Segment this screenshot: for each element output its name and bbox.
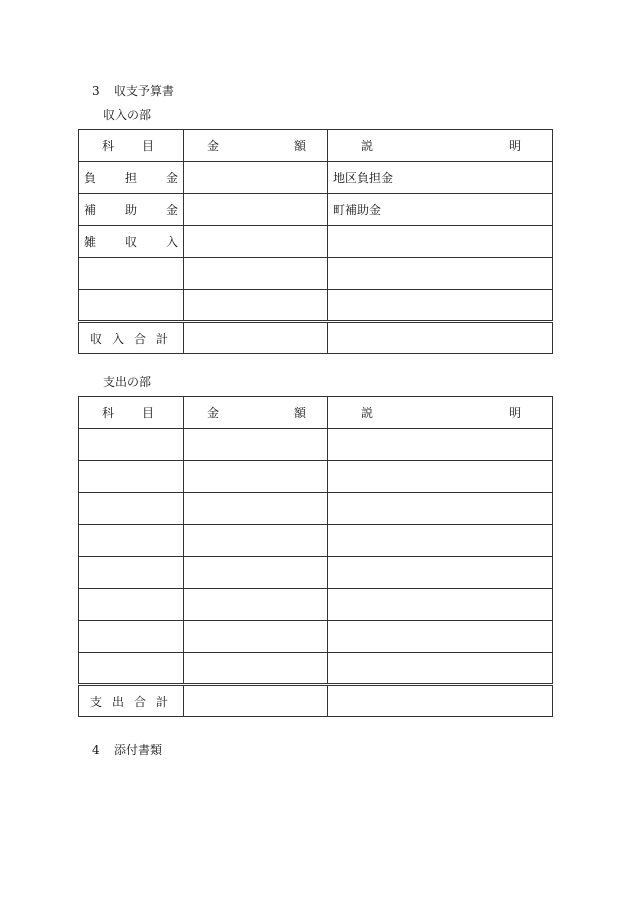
expense-subject-cell[interactable]	[79, 653, 184, 685]
expense-amount-cell[interactable]	[184, 557, 328, 589]
label-char: 科	[102, 139, 115, 153]
expense-description-cell[interactable]	[328, 621, 553, 653]
table-row	[79, 525, 553, 557]
table-row	[79, 226, 553, 258]
header-amount	[184, 130, 328, 162]
table-row	[79, 653, 553, 685]
income-subtitle: 収入の部	[103, 108, 152, 122]
label-char: 計	[155, 331, 168, 346]
label-char: 収	[90, 331, 103, 346]
expense-amount-cell[interactable]	[184, 621, 328, 653]
expense-total-description[interactable]	[328, 685, 553, 717]
income-subject-cell[interactable]	[79, 194, 184, 226]
income-amount-cell[interactable]	[184, 162, 328, 194]
header-amount	[184, 397, 328, 429]
label-char: 出	[111, 694, 124, 709]
expense-table	[78, 396, 553, 717]
expense-amount-cell[interactable]	[184, 461, 328, 493]
header-description	[328, 130, 553, 162]
section3-heading	[92, 82, 174, 99]
label-char: 金	[207, 406, 220, 420]
section3-title: 収支予算書	[114, 84, 175, 98]
header-subject	[79, 397, 184, 429]
expense-subject-cell[interactable]	[79, 589, 184, 621]
table-row	[79, 557, 553, 589]
income-total-row	[79, 322, 553, 354]
income-description-cell[interactable]	[328, 290, 553, 322]
label-char: 金	[207, 139, 220, 153]
income-table	[78, 129, 553, 354]
table-row	[79, 194, 553, 226]
section3-number: 3	[92, 84, 100, 98]
expense-amount-cell[interactable]	[184, 653, 328, 685]
section4-title: 添付書類	[114, 743, 163, 757]
expense-description-cell[interactable]	[328, 525, 553, 557]
label-char: 入	[165, 235, 178, 249]
label-char: 金	[165, 171, 178, 185]
label-char: 科	[102, 406, 115, 420]
income-amount-cell[interactable]	[184, 226, 328, 258]
expense-total-amount[interactable]	[184, 685, 328, 717]
expense-description-cell[interactable]	[328, 589, 553, 621]
income-subject-cell[interactable]	[79, 226, 184, 258]
label-char: 目	[141, 139, 154, 153]
table-row	[79, 621, 553, 653]
label-char: 額	[293, 406, 306, 420]
label-char: 合	[133, 331, 146, 346]
expense-subject-cell[interactable]	[79, 493, 184, 525]
income-amount-cell[interactable]	[184, 290, 328, 322]
table-row	[79, 258, 553, 290]
expense-subtitle: 支出の部	[103, 375, 152, 389]
expense-total-row	[79, 685, 553, 717]
label-char: 額	[293, 139, 306, 153]
expense-total-label	[79, 685, 184, 717]
label-char: 合	[133, 694, 146, 709]
expense-description-cell[interactable]	[328, 653, 553, 685]
income-amount-cell[interactable]	[184, 258, 328, 290]
income-total-amount[interactable]	[184, 322, 328, 354]
income-description-cell[interactable]	[328, 226, 553, 258]
income-description-cell[interactable]: 地区負担金	[328, 162, 553, 194]
label-char: 金	[165, 203, 178, 217]
table-row	[79, 493, 553, 525]
income-header-row	[79, 130, 553, 162]
income-amount-cell[interactable]	[184, 194, 328, 226]
income-total-label	[79, 322, 184, 354]
table-row	[79, 162, 553, 194]
expense-amount-cell[interactable]	[184, 493, 328, 525]
expense-description-cell[interactable]	[328, 429, 553, 461]
label-char: 計	[155, 694, 168, 709]
income-subject-cell[interactable]	[79, 258, 184, 290]
income-description-cell[interactable]: 町補助金	[328, 194, 553, 226]
expense-subject-cell[interactable]	[79, 429, 184, 461]
expense-description-cell[interactable]	[328, 493, 553, 525]
expense-subject-cell[interactable]	[79, 525, 184, 557]
expense-subject-cell[interactable]	[79, 557, 184, 589]
label-char: 目	[141, 406, 154, 420]
label-char: 明	[508, 139, 521, 153]
section4-number: 4	[92, 743, 100, 757]
label-char: 雑	[84, 235, 97, 249]
label-char: 担	[124, 171, 137, 185]
label-char: 入	[111, 331, 124, 346]
label-char: 収	[124, 235, 137, 249]
income-subject-cell[interactable]	[79, 162, 184, 194]
table-row	[79, 429, 553, 461]
expense-header-row	[79, 397, 553, 429]
table-row	[79, 589, 553, 621]
expense-amount-cell[interactable]	[184, 429, 328, 461]
table-row	[79, 461, 553, 493]
expense-subject-cell[interactable]	[79, 461, 184, 493]
income-description-cell[interactable]	[328, 258, 553, 290]
expense-amount-cell[interactable]	[184, 525, 328, 557]
expense-description-cell[interactable]	[328, 557, 553, 589]
table-row	[79, 290, 553, 322]
label-char: 説	[361, 406, 374, 420]
income-subject-cell[interactable]	[79, 290, 184, 322]
income-total-description[interactable]	[328, 322, 553, 354]
label-char: 支	[90, 694, 103, 709]
header-description	[328, 397, 553, 429]
label-char: 補	[84, 203, 97, 217]
label-char: 負	[84, 171, 97, 185]
label-char: 助	[124, 203, 137, 217]
label-char: 明	[508, 406, 521, 420]
section4-heading	[92, 741, 162, 758]
expense-description-cell[interactable]	[328, 461, 553, 493]
label-char: 説	[361, 139, 374, 153]
header-subject	[79, 130, 184, 162]
expense-amount-cell[interactable]	[184, 589, 328, 621]
expense-subject-cell[interactable]	[79, 621, 184, 653]
